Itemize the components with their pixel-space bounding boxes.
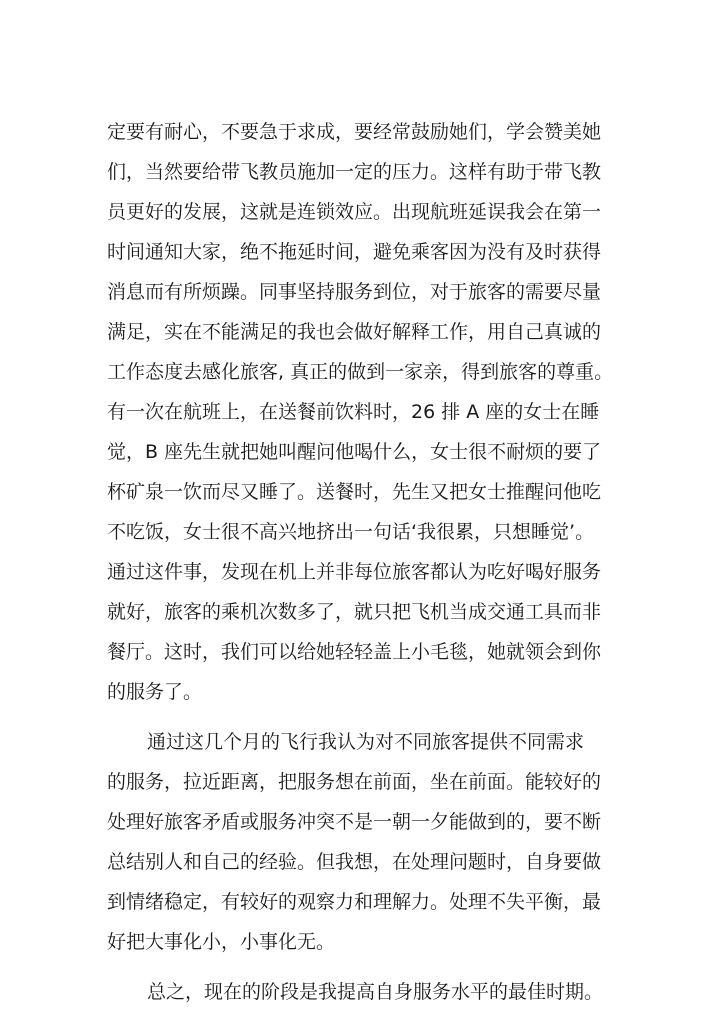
text-line: 杯矿泉一饮而尽又睡了。送餐时，先生又把女士推醒问他吃 [107, 481, 602, 503]
text-line: 们，当然要给带飞教员施加一定的压力。这样有助于带飞教 [107, 161, 602, 183]
text-line: 不吃饭，女士很不高兴地挤出一句话‘我很累，只想睡觉’。 [107, 521, 595, 543]
text-line: 通过这件事，发现在机上并非每位旅客都认为吃好喝好服务 [107, 561, 602, 583]
paragraph-first-line: 总之，现在的阶段是我提高自身服务水平的最佳时期。 [147, 981, 604, 1003]
text-line: 时间通知大家，绝不拖延时间，避免乘客因为没有及时获得 [107, 241, 602, 263]
text-line: 餐厅。这时，我们可以给她轻轻盖上小毛毯，她就领会到你 [107, 641, 602, 663]
paragraph-first-line: 通过这几个月的飞行我认为对不同旅客提供不同需求 [147, 731, 585, 753]
text-line: 处理好旅客矛盾或服务冲突不是一朝一夕能做到的，要不断 [107, 811, 602, 833]
text-line: 总结别人和自己的经验。但我想，在处理问题时，自身要做 [107, 851, 602, 873]
text-line: 消息而有所烦躁。同事坚持服务到位，对于旅客的需要尽量 [107, 281, 602, 303]
text-line: 到情绪稳定，有较好的观察力和理解力。处理不失平衡，最 [107, 891, 602, 913]
text-line: 觉，B 座先生就把她叫醒问他喝什么，女士很不耐烦的要了 [107, 441, 602, 463]
text-line: 有一次在航班上，在送餐前饮料时，26 排 A 座的女士在睡 [107, 401, 600, 423]
text-line: 定要有耐心，不要急于求成，要经常鼓励她们，学会赞美她 [107, 121, 602, 143]
text-line: 好把大事化小，小事化无。 [107, 931, 336, 953]
text-line: 就好，旅客的乘机次数多了，就只把飞机当成交通工具而非 [107, 601, 602, 623]
text-line: 员更好的发展，这就是连锁效应。出现航班延误我会在第一 [107, 201, 602, 223]
text-line: 的服务了。 [107, 681, 203, 703]
text-line: 工作态度去感化旅客, 真正的做到一家亲，得到旅客的尊重。 [107, 361, 614, 383]
text-line: 的服务，拉近距离，把服务想在前面，坐在前面。能较好的 [107, 771, 602, 793]
text-line: 满足，实在不能满足的我也会做好解释工作，用自己真诚的 [107, 321, 602, 343]
